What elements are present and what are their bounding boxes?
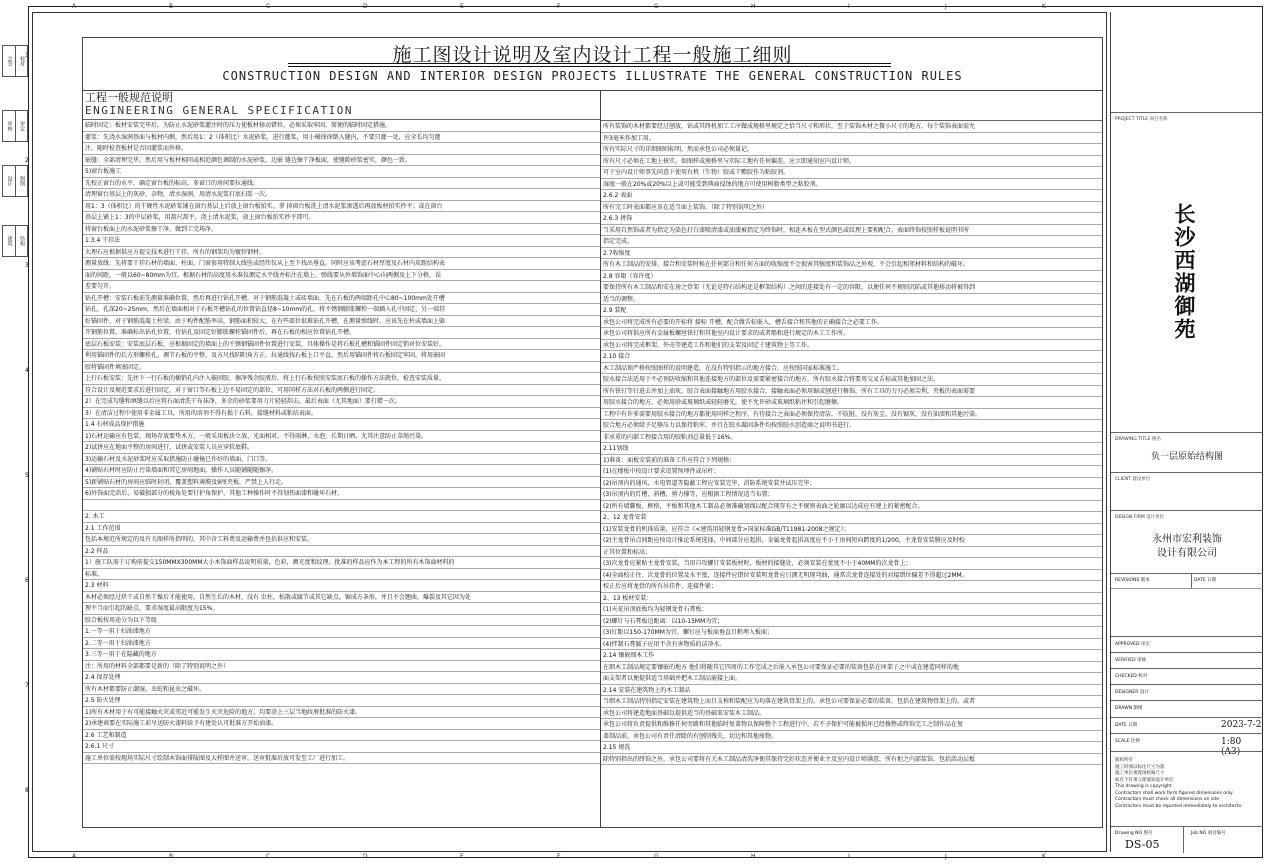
ruler-letter: E <box>460 3 464 10</box>
section-title-en: ENGINEERING GENERAL SPECIFICATION <box>85 104 354 117</box>
stamp-cell: 校对 <box>19 56 25 66</box>
spec-line: 工程中有许多需要用胶水接合的地方都使用同样之程序，有待接合之表面必须保持清洁，不肮脏，没有灰尘，没有锯灰，没有油渍和其他污染。 <box>601 409 1102 421</box>
spec-line: 承包公司将建造地面基础以提供适当的基础来安装木工制品。 <box>601 708 1102 720</box>
ruler-letter: J <box>945 3 947 10</box>
spec-line: 所有完工时表面都应该在适当面上装饰。（除了特别说明之外） <box>601 202 1102 214</box>
note-line: 如有不符须立即通知设计单位 <box>1115 777 1174 783</box>
spec-column-right <box>601 91 1102 828</box>
spec-line: 在细木工制品规定要镶嵌的地方 他们将随其它四周的工作完成之后嵌入承包公司要保证必要的装备包括在座架子之中或在建造同样的地 <box>601 662 1102 674</box>
spec-line: 用胶水接合的地方，必须用砂或玻璃纸或轻轻磨光，使不允许砂或玻璃纸粘住和引起磨擦。 <box>601 397 1102 409</box>
sheet-title-cn: 施工图设计说明及室内设计工程一般施工细则 <box>392 44 793 66</box>
spec-line: (2)螺钉与石膏板边距离：以10-15MM为宜； <box>601 616 1102 628</box>
spec-line: 符合设计及规范要求后进行固定，对于窗口等石板上边不易固定的部位，可用同样方法对石板的两侧进行固定。 <box>83 385 600 397</box>
ruler-letter: G <box>654 3 659 10</box>
spec-line: 5)新铺贴石材的房间应临时封闭，覆盖塑料薄膜及9厘夹板，严禁上人行走。 <box>83 477 600 489</box>
spec-line: 正其位置和标高； <box>601 547 1102 559</box>
spec-line: 注：所用的材料全部都要是新的（除了特别说明之外） <box>83 661 600 673</box>
spec-line: 3.三等一用于在隐藏的地方 <box>83 649 600 661</box>
drawing-no-label: Drawing NO 图号 <box>1115 831 1153 836</box>
ruler-letter: G <box>654 853 659 860</box>
spec-line: (4)全面校正住、次龙骨的位置及水平度，连接件应错位安装明龙骨应目测无明现弯曲，通常次龙骨连接处的对接错位偏差不得超过2MM。 <box>601 570 1102 582</box>
stamp-cell: 建筑 <box>3 226 16 256</box>
spec-line: 所有木材都要防止潮湿，虫蛀和昆虫之破坏。 <box>83 684 600 696</box>
ruler-letter: D <box>363 3 368 10</box>
ruler-number: 5 <box>25 472 29 479</box>
spec-line: 用1：3（体积比）的干硬性水泥砂浆铺在窗台基层上后放上窗台板拍实。拿 掉窗台板洗上清水泥浆渗透后再放板材拍实抄平；或在窗台 <box>83 201 600 213</box>
approved-label: APPROVED 审定 <box>1115 642 1150 647</box>
spec-line: 2.15 规洗 <box>601 742 1102 754</box>
spec-line: 非承重的内部工程接合用的胶粘剂总量低于16%。 <box>601 432 1102 444</box>
ruler-bottom <box>32 853 1107 861</box>
spec-line: (3)次龙骨应紧贴主龙骨安装，当用自攻螺钉安装板材时，板材的接缝处，必须安装在宽度不小于40MM的次龙骨上； <box>601 558 1102 570</box>
spec-line: 面的间距，一般以60~80mm为宜。根据石材的高度用水准仪测定水平线并标注在墙上，弹线要从外墙饰面中心向两侧及上下分格，误 <box>83 270 600 282</box>
spec-line: 承包公司将供应所有金属板螺丝铁钉和其他室内设计要求的或者船和进行规定的木工工作所。 <box>601 328 1102 340</box>
ruler-number: 2 <box>25 157 29 164</box>
copyright-notes <box>1115 758 1260 810</box>
spec-line: 2.10 接合 <box>601 351 1102 363</box>
spec-sheet <box>82 37 1103 828</box>
title-underline <box>288 66 891 67</box>
stamp-cell: 审定 <box>19 121 25 131</box>
spec-line: 1）施工队需于订购前提交150MMX300MM大小木饰面样品说明质量，色彩，颜光度和纹理。批准的样品应作为本工程的所有木饰面材料的 <box>83 557 600 569</box>
ruler-letter: H <box>751 853 756 860</box>
note-line: 施工单位须现场校核尺寸 <box>1115 771 1165 776</box>
spec-line: 2.6.2 表面 <box>601 190 1102 202</box>
spec-line: 基层上铺上1：3的中层砂浆，用刮尺刮平，浇上清水泥浆，放上窗台板拍实抄平即可。 <box>83 212 600 224</box>
ruler-top <box>32 3 1107 11</box>
spec-line: 除特别指出的终饰之外，承包公司要将有关木工制品清洗净便其保持完好状态并便业主及室内设计师满意，所有柜之内部装饰，包括活动层板 <box>601 754 1102 766</box>
title-underline <box>288 63 891 64</box>
spec-line: 上行石板安装：先往下一行石板的插销孔内注入嵌固胶，擦净残余胶液后，将上行石板按照安装底石板的操作方法就位，检查安装质量， <box>83 373 600 385</box>
project-panel <box>1111 112 1263 433</box>
design-firm-cell <box>1111 510 1263 574</box>
spec-line: 开钢筋位置，准确标出钻孔位置，待钻孔及固定好膨胀螺栓锚固件后，再在石板的相应位置钻孔开槽。 <box>83 327 600 339</box>
note-line: This drawing is copyright <box>1115 784 1172 789</box>
spec-line: 1)石材运输应有包装，现场存放要垫木方，一般采用板块立放，光面相对。不得雨淋，水泡，长期日晒。尤其注意防止草绳污染。 <box>83 431 600 443</box>
designer-label: DESIGNER 设计 <box>1115 690 1149 695</box>
spec-line: 差要匀开。 <box>83 281 600 293</box>
date-label: DATE 日期 <box>1115 723 1138 728</box>
ruler-letter: I <box>848 3 850 10</box>
scale-row <box>1111 733 1263 757</box>
spec-line: 将窗台板面上的水泥砂浆擦干净，做到工完场净。 <box>83 224 600 236</box>
spec-line: 注，随时检查板材是否因灌浆而外移。 <box>83 143 600 155</box>
spec-line: 木工制品须严格按照图样的说明建造，在没有特别指示的地方接合，应按照国家标准施工。 <box>601 363 1102 375</box>
drawing-title: 负一层原始结构图 <box>1150 452 1223 462</box>
revision-date-label: DATE 日期 <box>1194 578 1217 583</box>
spec-line: 5)窗台板施工 <box>83 166 600 178</box>
approved-row <box>1111 636 1263 653</box>
spec-line: 嵌缝：全部清理完毕，然后用与板材相同或相近颜色调制的水泥砂浆，边嵌 缝边擦干净板面，使缝隙砂浆密实，颜色一致。 <box>83 155 600 167</box>
ruler-letter: F <box>557 3 561 10</box>
spec-line: 承包公司将负责提供和维修任何旁路和其他临时复盖物以保障整个工程进行中，若不予保护可能被损坏已经修整或终饰完工之制作品在复 <box>601 719 1102 731</box>
spec-line: 2.6.1 尺寸 <box>83 741 600 753</box>
ruler-number: 4 <box>25 367 29 374</box>
section-title-cn: 工程一般规范说明 <box>85 91 173 104</box>
spec-line: 胶将锚固件填塞固定。 <box>83 362 600 374</box>
spec-line: (1)安装龙骨的机体质量，应符合《<建筑用轻钢龙骨>国家标准GB/T11981-2008之规定》； <box>601 524 1102 536</box>
spec-line: 当细木工制品特别指定安装在建筑物上而且支称和装配应为均落在建筑骨架上的，承包公司要保证必要的装备，包括在建筑物骨架上的，或者 <box>601 696 1102 708</box>
ruler-letter: K <box>1042 853 1046 860</box>
spec-line: 校正后应将龙骨的所有吊挂件、连接件紧； <box>601 581 1102 593</box>
note-line: Contractors shall work form figured dimensions only <box>1115 790 1233 796</box>
stamp-cell: 审核 <box>3 111 16 141</box>
spec-line: 湿度一般在20%或20%以上或可能受到典面侵蚀的地方可使用树脂类型之粘胶剂。 <box>601 179 1102 191</box>
spec-line: 适当的调整。 <box>601 294 1102 306</box>
section-header-blank <box>601 91 1102 121</box>
spec-line: 施工单位需按现场实际尺寸绘制木饰面排版图及大样图并送审，送审批准后放可发至工厂进行加工。 <box>83 753 600 765</box>
spec-line: 1)所有木材用于有可能接触火灾或邻近可能发生火灾危险的地方，均要涂上三层当地政府批准的防火漆。 <box>83 707 600 719</box>
signoff-stamp <box>2 165 28 197</box>
ruler-letter: F <box>557 853 561 860</box>
spec-line: 利用锚固件的长方形螺栓孔，调节石板的平整，及方尺找阴阳角方正，拉通线找石板上口平直，然后用锚固件将石板固定牢固，将用嵌固 <box>83 350 600 362</box>
spec-line: (2)吊顶内的通风，水电管道等隐蔽工程应安装完毕，消防系统安装并试压完毕； <box>601 478 1102 490</box>
spec-line: 清理窗台基层上的灰砂、杂物，清水湿润，用清水泥浆打底扫浆一次。 <box>83 189 600 201</box>
spec-content <box>83 90 1102 828</box>
ruler-letter: B <box>169 853 174 860</box>
spec-line: 底层石板安装：安装底层石板，应根据固定的墙面上的不锈钢锚固件位置进行安装，具体操作是将石板孔槽和锚固件固定销对位安装好， <box>83 339 600 351</box>
spec-line: 2.6 工艺和制造 <box>83 730 600 742</box>
spec-line: 理不当而引起的缺点，要求湿度最高限度为15%。 <box>83 603 600 615</box>
spec-column-left <box>83 91 601 828</box>
drawing-number-cell <box>1111 826 1263 853</box>
spec-line: 胶水接合法适用于不必预防收缩和其他连接地方的部位及需要紧密接合的地方，所有胶水接合将要用交叉舌标或其他加固之法。 <box>601 374 1102 386</box>
signoff-stamp <box>2 45 28 77</box>
ruler-letter: E <box>460 853 464 860</box>
spec-line: 灌浆：先浇水湿润基面与板材内侧，然后用1：2（体积比）水泥砂浆，进行灌浆，用小桶徐徐倒入缝内，不要只灌一处，应全长均匀灌 <box>83 132 600 144</box>
spec-line: 木材必须经过烘干或自然干燥后才能使用，自然生长的木材，没有 虫柱，松散或腐节或其它缺点，锯成方条形，并且不会翘曲，爆裂及其它因为处 <box>83 592 600 604</box>
job-no-label: Job NO 项目编号 <box>1191 831 1226 836</box>
spec-line: (2)所有墙脚板，框格，平板和其他木工制品必须准确划线以配合现存有之不规则表面之轮廓以达成应有建上的紧密配合。 <box>601 501 1102 513</box>
spec-line: 2.7收缩度 <box>601 248 1102 260</box>
revisions-label: REVISIONS 版本 <box>1115 578 1150 583</box>
spec-line: 2.3 材料 <box>83 580 600 592</box>
spec-line: 要保持所有木工制品和安在房之骨架（无论是特石结构还是框架结构）之间的连接处有一定的容限，以便任何不规则沉陷或其他移动将被得到 <box>601 282 1102 294</box>
design-firm-label: DESIGN FIRM 设计单位 <box>1115 515 1165 520</box>
spec-line: 可于室内设计师事先同意下使用有机（生物）胶或干酯胶作为粘胶剂。 <box>601 167 1102 179</box>
drawing-number: DS-05 <box>1125 838 1160 851</box>
ruler-letter: B <box>169 3 174 10</box>
spec-line: 临时固定：板材安装完毕后，为防止水泥砂浆灌注时的压力使板材移动错位，必须采取牢固、简便的临时固定措施。 <box>83 120 600 132</box>
client-label: CLIENT 建设单位 <box>1115 477 1151 482</box>
designer-row <box>1111 684 1263 701</box>
stamp-cell: 制图 <box>19 176 25 186</box>
spec-line: 2.8 容限（容许度） <box>601 271 1102 283</box>
spec-line: 大理石应根据供应方提交技术进行干挂，所有的钢架均为镀锌钢材。 <box>83 247 600 259</box>
drawing-title-cell <box>1111 432 1263 473</box>
note-line: 版权所有 <box>1115 758 1133 763</box>
ruler-letter: H <box>751 3 756 10</box>
stamp-cell: 会签 <box>3 46 16 76</box>
spec-line: (3)吊顶内的灯槽，斜槽，剪力撑等，应根据工程情况适当布置； <box>601 489 1102 501</box>
spec-line: 1.3.4 干挂法 <box>83 235 600 247</box>
company-name-line2: 设计有限公司 <box>1157 548 1217 559</box>
verified-row <box>1111 652 1263 669</box>
ruler-letter: D <box>363 853 368 860</box>
spec-line: 2、12 龙骨安装 <box>601 512 1102 524</box>
spec-line: 2.4 保存处理 <box>83 672 600 684</box>
ruler-letter: I <box>848 853 850 860</box>
project-label: PROJECT TITLE 项目名称 <box>1115 117 1168 122</box>
drawn-label: DRAWN 制图 <box>1115 706 1143 711</box>
spec-line: (1)在楼板中按设计要求设置预埋件或吊杆； <box>601 466 1102 478</box>
spec-line: 2.14 安装在建筑物上的木工制品 <box>601 685 1102 697</box>
date-value: 2023-7-2 <box>1221 720 1262 730</box>
project-name: 长沙西湖御苑 <box>1172 203 1196 341</box>
spec-line: 1)准备：面板安装前的准备工作应符合下列规格： <box>601 455 1102 467</box>
spec-line: 指定完成。 <box>601 236 1102 248</box>
spec-line: 好锚固件，对于钢筋混凝土柱梁，由于构件配筋率高，钢筋面积较大，在有些部位很难钻孔开槽，在测量弹线时，应该先在柱或墙面上躲 <box>83 316 600 328</box>
verified-label: VERIFIED 审核 <box>1115 658 1147 663</box>
notes-cell <box>1111 751 1263 827</box>
ruler-letter: K <box>1042 3 1046 10</box>
drawn-row <box>1111 700 1263 718</box>
spec-line: (1)天花吊顶底板均为轻钢龙骨石膏板； <box>601 604 1102 616</box>
ruler-number: 3 <box>25 262 29 269</box>
spec-line: 所有装饰的木材都要经过刨放，钻或其终机加工工序做成规格里规定之恰当尺寸和形状，至于装饰木材之微小尺寸的地方，每个装饰表面需允 <box>601 121 1102 133</box>
spec-line: 所有木工制品的安排，接合和安装时候在任何部分和任何方面的收缩度不会损害其强度和装饰品之外观，不会引起相邻材料和结构的破坏。 <box>601 259 1102 271</box>
spec-line: 许3毫米作加工用。 <box>601 133 1102 145</box>
spec-line: 面支架者以便提供适当基础并把木工制品嵌接上面。 <box>601 673 1102 685</box>
spec-line: 承包公司将完成所有必要的开标将 接标 开槽，配合做舌标嵌入，槽舌接合和其他的正确接合之必要工作。 <box>601 317 1102 329</box>
spec-line: 2. 木工 <box>83 511 600 523</box>
signoff-stamp <box>2 110 28 142</box>
spec-line: (4)拌制石膏腻子应用不含有害物质的洁净水。 <box>601 639 1102 651</box>
spec-line: 2.二等一用于扫油漆地方 <box>83 638 600 650</box>
note-line: 施工时须以标注尺寸为准 <box>1115 764 1165 770</box>
client-cell <box>1111 472 1263 511</box>
spec-line: 胶合板按用途分为以下等级 <box>83 615 600 627</box>
ruler-number: 1 <box>25 52 29 59</box>
spec-line: 2）在完成勾缝和填缝以后应将石面清洗干布抹净，多余的砂浆要用刀片轻轻刮去，最后表面（尤其地面）要打蜡一次。 <box>83 396 600 408</box>
spec-line: 测量放线：先将要干挂石材的墙面、柱面、门窗套用特制大线坠或经纬仪从上至下找出垂直。同时应该考虑石材厚度及石材内皮距结构表 <box>83 258 600 270</box>
ruler-letter: C <box>266 3 271 10</box>
scale-label: SCALE 比例 <box>1115 739 1140 744</box>
spec-line: 1.4 石材成品保护措施 <box>83 419 600 431</box>
note-line: Contractors must check all dimensions on site <box>1115 797 1220 802</box>
drawing-title-label: DRAWING TITLE 图名 <box>1115 437 1161 442</box>
title-block <box>1110 12 1263 852</box>
spec-line: 所有实际尺寸的详细图则标明，然而承包公司必须量记。 <box>601 144 1102 156</box>
spec-line: 6)外饰面完活后，易破损部分的棱角处要钉护角保护，其他工种操作时不得划伤面漆和碰坏石材。 <box>83 488 600 500</box>
spec-line: 2.11划线 <box>601 443 1102 455</box>
section-header <box>83 91 600 120</box>
spec-line: 2)承建商要在实际施工前呈送防火漆料给予有建处认可批准方开始油漆。 <box>83 718 600 730</box>
spec-line: 4)铺贴石材时应防止污染墙面和其它房间地面，操作人员随铺随随擦净。 <box>83 465 600 477</box>
ruler-number: 8 <box>25 787 29 794</box>
spec-line: 1.一等一用于扫油漆地方 <box>83 626 600 638</box>
ruler-letter: C <box>266 853 271 860</box>
stamp-cell: 设计 <box>3 166 16 196</box>
spec-line: 2.5 防火处理 <box>83 695 600 707</box>
spec-line: 2.1 工作范围 <box>83 523 600 535</box>
note-line: Contractors must be reported immediately to architects. <box>1115 803 1243 809</box>
spec-line: 盖制品前，承包公司有责任清除的有刨削残失，切边和其他废物。 <box>601 731 1102 743</box>
stamp-cell: 结构 <box>19 236 25 246</box>
revisions-cell <box>1111 573 1263 637</box>
spec-line: 2)试拼应在地面平整的房间进行，试拼或安装人员应穿软底鞋。 <box>83 442 600 454</box>
spec-line: 3)运输石材及水泥砂浆时应采取措施防止碰撞已作好的墙面、门口等。 <box>83 454 600 466</box>
spec-line: 先校正窗台的水平，确定窗台板的标高，多窗口的房间要拉通线。 <box>83 178 600 190</box>
spec-line: 当采用自然饰或者为指定为染色打白漆喷清漆或油漆被指定为终饰时，相连木板在型式颜色或纹理上要相配合，表面终饰按照样板说明书所 <box>601 225 1102 237</box>
spec-line: 标准。 <box>83 569 600 581</box>
spec-line: 胶合地方必须给予足够压力以保持粘牢，并且在胶水凝固条件均按照胶水创造商之说明书进行。 <box>601 420 1102 432</box>
spec-line: 钻孔开槽：安装石板前先测量准确位置，然后再进行钻孔开槽，对于钢筋混凝土或砖墙面，先在石板的两端距孔中心80~100mm处开槽 <box>83 293 600 305</box>
spec-line: (3)钉距以150-170MM为宜，螺钉应与板面垂直且稍埋入板面； <box>601 627 1102 639</box>
spec-line <box>83 500 600 512</box>
signoff-stamp <box>2 225 28 257</box>
spec-line: 承包公司将完成框架，外壳等建造工作和他们的支架及固定于建筑物上等工作。 <box>601 340 1102 352</box>
ruler-number: 6 <box>25 577 29 584</box>
spec-line: 钻孔，孔深20~25mm，然后在墙面相对于石板开槽钻孔的位置钻直径8~10mm的孔，将不锈钢膨胀螺栓一端插入孔中固定，另一端挂 <box>83 304 600 316</box>
ruler-letter: J <box>945 853 947 860</box>
ruler-letter: A <box>72 3 77 10</box>
sheet-title-en: CONSTRUCTION DESIGN AND INTERIOR DESIGN PROJECTS ILLUSTRATE THE GENERAL CONSTRUCTION RULES <box>222 69 963 83</box>
spec-line: 2.9 装配 <box>601 305 1102 317</box>
checked-label: CHECKED 校对 <box>1115 674 1148 679</box>
spec-line: 所有铁钉等钉进去并加上油灰，胶合表面接触地方用胶水接合，接触表面必须用锯或刨进行修饰，所有工具的刀刃必须尖利，夹板的表面需要 <box>601 386 1102 398</box>
ruler-left <box>25 12 32 852</box>
ruler-number: 7 <box>25 682 29 689</box>
spec-line: 2.14 镶嵌细木工作 <box>601 650 1102 662</box>
spec-line: 所有尺寸必须在工地上核实，如图样或规格里与实际工地有任何偏差，应立即通知室内设计师。 <box>601 156 1102 168</box>
company-name-line1: 永州市宏利装饰 <box>1152 534 1222 545</box>
spec-line: 3）在清洁过程中使用非金属工具，所用的溶剂不得有损于石料，接缝材料或粘结表面。 <box>83 408 600 420</box>
checked-row <box>1111 668 1263 685</box>
scale-value: 1:80 (A3) <box>1221 737 1242 757</box>
spec-line: (2)主龙骨吊点间距应按设计推论系统选择，中间部分应起拱，金属龙骨起拱高度应不小于房间短向跨度的1/200，主龙骨安装膜应及时校 <box>601 535 1102 547</box>
spec-line: 2、13 板材安装： <box>601 593 1102 605</box>
date-row <box>1111 717 1263 734</box>
spec-line: 包括本规范所规定的及有关图样所指明的，其中含工料费及运输费并包括供应和安装。 <box>83 534 600 546</box>
spec-line: 2.2 样品 <box>83 546 600 558</box>
ruler-letter: A <box>72 853 77 860</box>
spec-line: 2.6.3 拼饰 <box>601 213 1102 225</box>
